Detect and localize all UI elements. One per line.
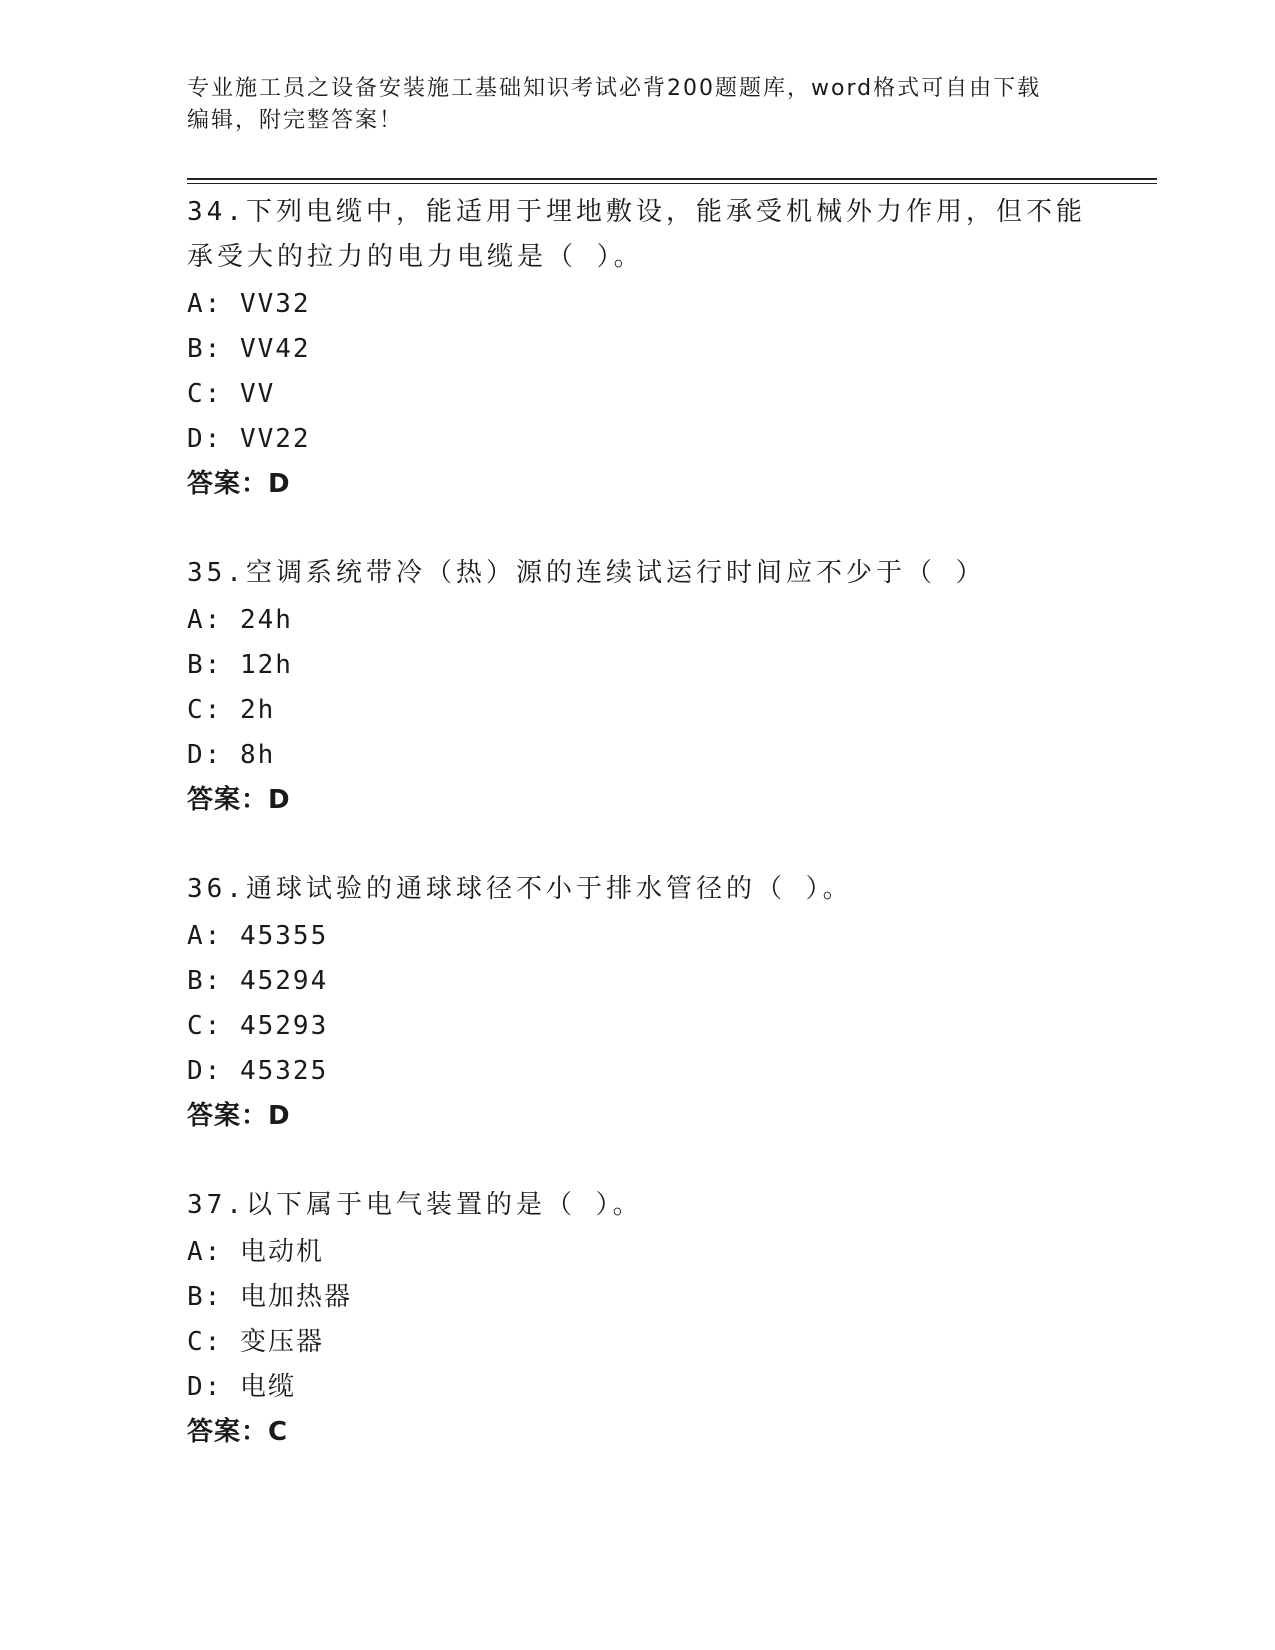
option-b: B: VV42 [187, 334, 311, 364]
question-item [187, 867, 1087, 1139]
option-d: D: VV22 [187, 424, 311, 454]
option-c: C: 45293 [187, 1011, 329, 1041]
option-a: A: VV32 [187, 289, 311, 319]
option-c: C: 变压器 [187, 1327, 324, 1357]
option-d: D: 45325 [187, 1056, 329, 1086]
header-divider-thin [187, 183, 1157, 184]
header-line-1: 专业施工员之设备安装施工基础知识考试必背200题题库，word格式可自由下载 [187, 76, 1042, 101]
question-text: 34.下列电缆中，能适用于埋地敷设，能承受机械外力作用，但不能承受大的拉力的电力电缆是（ ）。 [187, 197, 1086, 272]
option-b: B: 12h [187, 650, 293, 680]
option-b: B: 45294 [187, 966, 329, 996]
document-header [187, 73, 1087, 137]
question-text: 35.空调系统带冷（热）源的连续试运行时间应不少于（ ） [187, 558, 986, 588]
header-line-2: 编辑，附完整答案！ [187, 108, 404, 133]
question-item [187, 551, 1087, 823]
option-b: B: 电加热器 [187, 1282, 352, 1312]
answer-text: 答案：D [187, 785, 291, 815]
option-a: A: 24h [187, 605, 293, 635]
question-item [187, 1183, 1087, 1455]
option-c: C: 2h [187, 695, 276, 725]
question-list [187, 190, 1087, 1499]
question-text: 37.以下属于电气装置的是（ ）。 [187, 1190, 643, 1220]
option-d: D: 8h [187, 740, 276, 770]
question-text: 36.通球试验的通球球径不小于排水管径的（ ）。 [187, 874, 853, 904]
option-c: C: VV [187, 379, 276, 409]
answer-text: 答案：D [187, 469, 291, 499]
option-a: A: 45355 [187, 921, 329, 951]
option-a: A: 电动机 [187, 1237, 324, 1267]
header-divider-thick [187, 178, 1157, 180]
answer-text: 答案：C [187, 1417, 289, 1447]
question-item [187, 190, 1087, 507]
option-d: D: 电缆 [187, 1372, 296, 1402]
answer-text: 答案：D [187, 1101, 291, 1131]
